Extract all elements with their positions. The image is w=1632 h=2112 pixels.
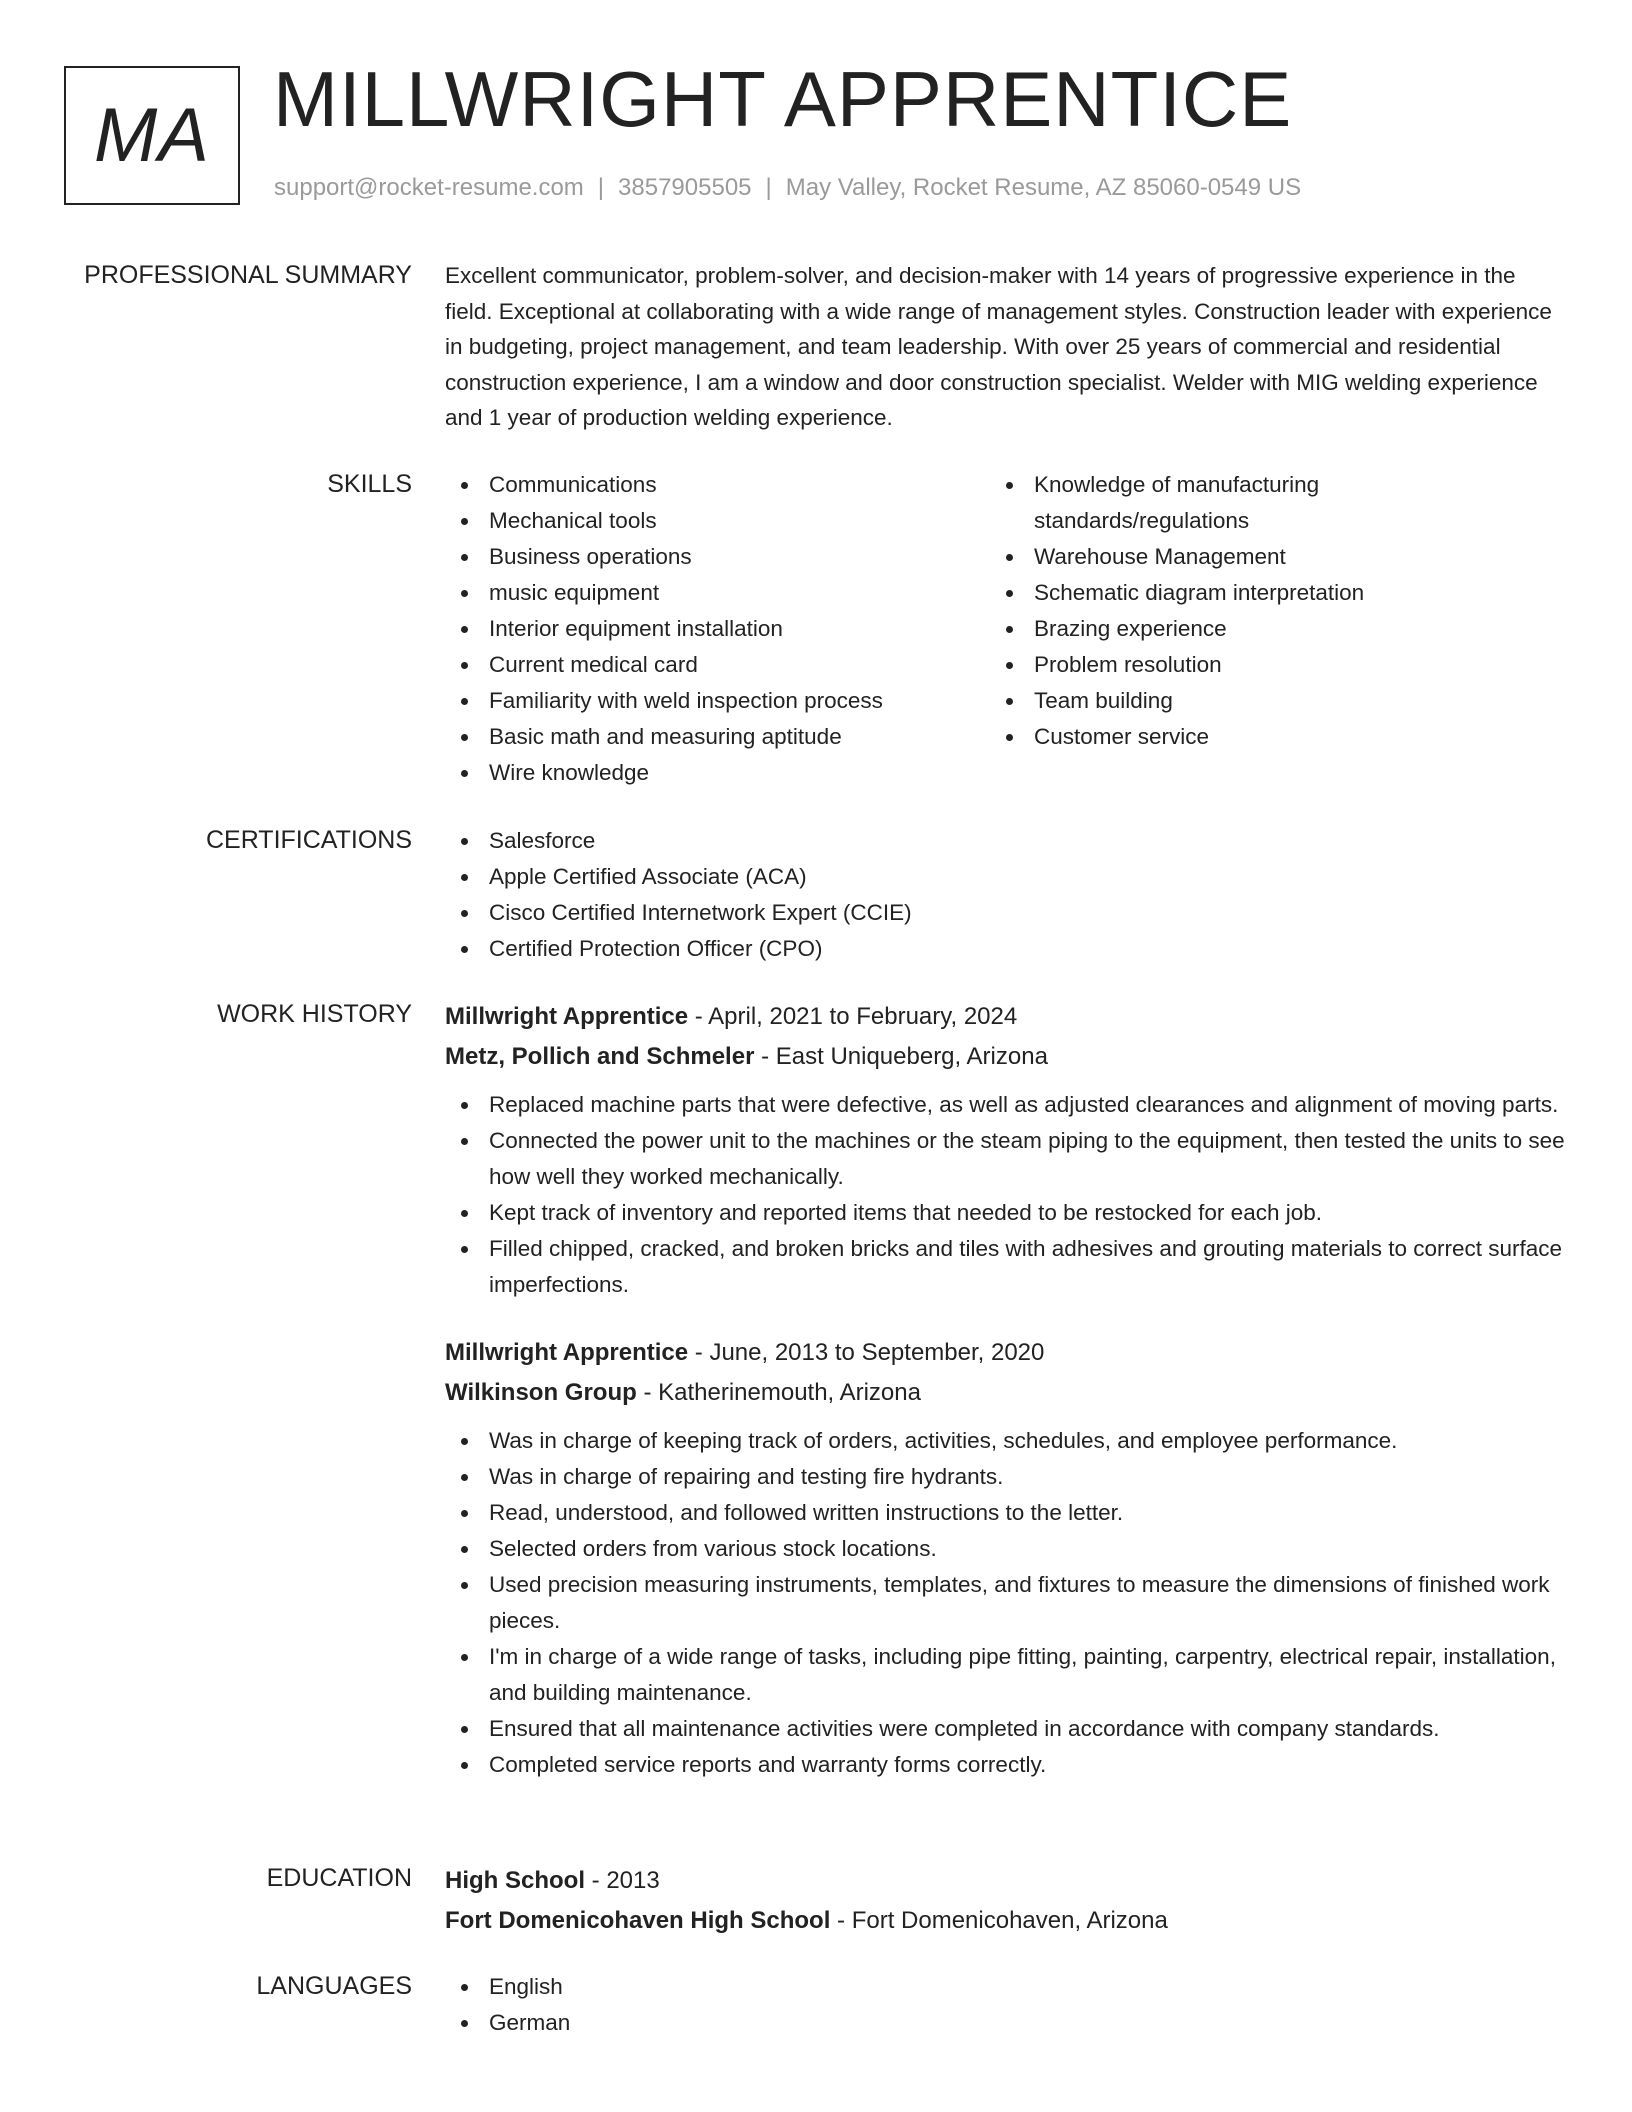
- job-company: Wilkinson Group: [445, 1379, 637, 1406]
- job-duties-list: [445, 1087, 1568, 1303]
- contact-separator: |: [765, 174, 772, 201]
- job-duty: Selected orders from various stock locations.: [445, 1531, 1568, 1567]
- job-duty: Replaced machine parts that were defective, as well as adjusted clearances and alignment of moving parts.: [445, 1087, 1568, 1123]
- skill-item: Communications: [445, 467, 990, 503]
- contact-address: May Valley, Rocket Resume, AZ 85060-0549 US: [785, 174, 1302, 201]
- skill-item: Team building: [990, 683, 1480, 719]
- summary-text: Excellent communicator, problem-solver, and decision-maker with 14 years of progressive experience in the field. Exceptional at collaborating with a wide range of management styles. Construction leader with experience in budgeting, project management, and team leadership. With over 25 years of commercial and residential construction experience, I am a window and door construction specialist. Welder with MIG welding experience and 1 year of production welding experience.: [445, 263, 1552, 430]
- languages-body: [445, 1969, 1568, 2041]
- education-school: Fort Domenicohaven High School: [445, 1907, 831, 1934]
- certification-item: Certified Protection Officer (CPO): [445, 931, 1568, 967]
- certification-item: Cisco Certified Internetwork Expert (CCIE): [445, 895, 1568, 931]
- summary-body: [445, 258, 1568, 436]
- skills-list-left: [445, 467, 990, 791]
- work-history-body: [445, 997, 1568, 1783]
- language-item: English: [445, 1969, 1568, 2005]
- job-location: East Uniqueberg, Arizona: [775, 1043, 1048, 1070]
- education-degree-line: High School - 2013: [445, 1867, 660, 1894]
- languages-list: [445, 1969, 1568, 2041]
- resume-name: MILLWRIGHT APPRENTICE: [273, 55, 1293, 143]
- contact-line: [274, 176, 1301, 200]
- job-duty: Was in charge of repairing and testing fire hydrants.: [445, 1459, 1568, 1495]
- education-body: [445, 1861, 1568, 1941]
- skill-item: Wire knowledge: [445, 755, 990, 791]
- job-company-line: Wilkinson Group - Katherinemouth, Arizona: [445, 1379, 921, 1406]
- job-duty: Completed service reports and warranty forms correctly.: [445, 1747, 1568, 1783]
- monogram-box: [64, 66, 240, 205]
- skills-heading: SKILLS: [327, 470, 412, 498]
- certification-item: Apple Certified Associate (ACA): [445, 859, 1568, 895]
- education-school-line: Fort Domenicohaven High School - Fort Domenicohaven, Arizona: [445, 1907, 1168, 1934]
- skills-body: [445, 467, 1568, 791]
- job-role: Millwright Apprentice: [445, 1339, 689, 1366]
- certifications-heading: CERTIFICATIONS: [205, 826, 412, 854]
- certifications-body: [445, 823, 1568, 967]
- job-duty: Read, understood, and followed written instructions to the letter.: [445, 1495, 1568, 1531]
- job-duty: Connected the power unit to the machines or the steam piping to the equipment, then tested the units to see how well they worked mechanically.: [445, 1123, 1568, 1195]
- job-company-line: Metz, Pollich and Schmeler - East Uniqueberg, Arizona: [445, 1043, 1048, 1070]
- language-item: German: [445, 2005, 1568, 2041]
- summary-heading: PROFESSIONAL SUMMARY: [84, 261, 412, 289]
- certification-item: Salesforce: [445, 823, 1568, 859]
- monogram-initials: MA: [94, 92, 210, 178]
- skill-item: Problem resolution: [990, 647, 1480, 683]
- job-duty: Kept track of inventory and reported items that needed to be restocked for each job.: [445, 1195, 1568, 1231]
- job-location: Katherinemouth, Arizona: [658, 1379, 921, 1406]
- skill-item: Brazing experience: [990, 611, 1480, 647]
- work-history-heading: WORK HISTORY: [217, 1000, 412, 1028]
- job-title-line: Millwright Apprentice - June, 2013 to September, 2020: [445, 1339, 1045, 1366]
- education-year: 2013: [606, 1867, 660, 1894]
- job-entry: [445, 1333, 1568, 1783]
- contact-phone[interactable]: 3857905505: [618, 174, 752, 201]
- job-role: Millwright Apprentice: [445, 1003, 689, 1030]
- skill-item: Mechanical tools: [445, 503, 990, 539]
- skill-item: Current medical card: [445, 647, 990, 683]
- job-title-line: Millwright Apprentice - April, 2021 to February, 2024: [445, 1003, 1018, 1030]
- skill-item: Schematic diagram interpretation: [990, 575, 1480, 611]
- job-duties-list: [445, 1423, 1568, 1783]
- skill-item: Business operations: [445, 539, 990, 575]
- skill-item: Interior equipment installation: [445, 611, 990, 647]
- job-duty: Filled chipped, cracked, and broken bricks and tiles with adhesives and grouting materials to correct surface imperfections.: [445, 1231, 1568, 1303]
- skills-list-right: [990, 467, 1480, 791]
- job-duty: Ensured that all maintenance activities were completed in accordance with company standards.: [445, 1711, 1568, 1747]
- job-dates: June, 2013 to September, 2020: [709, 1339, 1045, 1366]
- contact-email[interactable]: support@rocket-resume.com: [274, 174, 584, 201]
- job-company: Metz, Pollich and Schmeler: [445, 1043, 755, 1070]
- education-degree: High School: [445, 1867, 585, 1894]
- skill-item: Customer service: [990, 719, 1480, 755]
- skill-item: music equipment: [445, 575, 990, 611]
- skill-item: Familiarity with weld inspection process: [445, 683, 990, 719]
- education-heading: EDUCATION: [266, 1864, 412, 1892]
- skill-item: Warehouse Management: [990, 539, 1480, 575]
- job-entry: [445, 997, 1568, 1303]
- languages-heading: LANGUAGES: [256, 1972, 412, 2000]
- skill-item: Basic math and measuring aptitude: [445, 719, 990, 755]
- job-duty: Was in charge of keeping track of orders, activities, schedules, and employee performance.: [445, 1423, 1568, 1459]
- job-dates: April, 2021 to February, 2024: [708, 1003, 1018, 1030]
- job-duty: Used precision measuring instruments, templates, and fixtures to measure the dimensions of finished work pieces.: [445, 1567, 1568, 1639]
- skill-item: Knowledge of manufacturing standards/regulations: [990, 467, 1480, 539]
- contact-separator: |: [597, 174, 605, 201]
- job-duty: I'm in charge of a wide range of tasks, including pipe fitting, painting, carpentry, electrical repair, installation, and building maintenance.: [445, 1639, 1568, 1711]
- certifications-list: [445, 823, 1568, 967]
- education-location: Fort Domenicohaven, Arizona: [851, 1907, 1168, 1934]
- resume-header: [64, 55, 1568, 208]
